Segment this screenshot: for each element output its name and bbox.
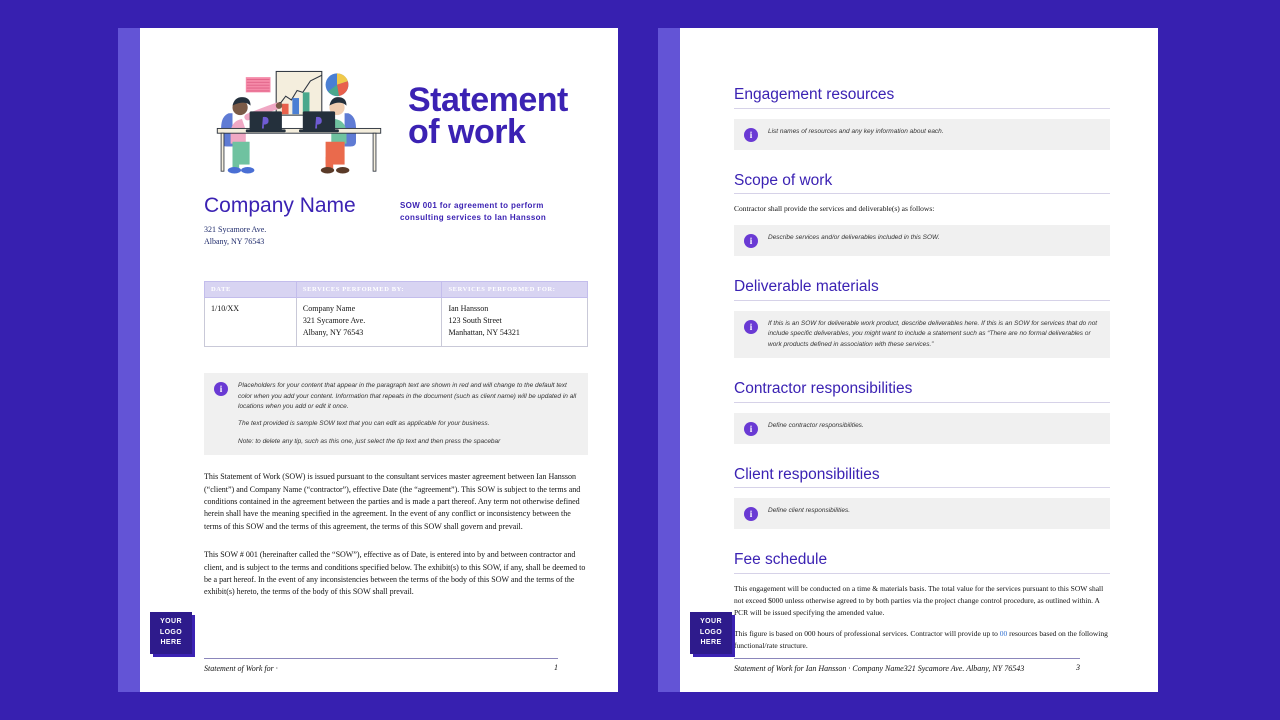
cell-date: 1/10/XX bbox=[205, 298, 297, 347]
scope-of-work-lead: Contractor shall provide the services and deliverable(s) as follows: bbox=[734, 204, 935, 214]
tip-callout bbox=[734, 311, 1110, 358]
info-icon: i bbox=[214, 382, 228, 396]
fee-text-before: This figure is based on 000 hours of professional services. Contractor will provide up to bbox=[734, 628, 1000, 638]
performed-by-line-2: 321 Sycamore Ave. bbox=[302, 316, 366, 326]
logo-line-2: LOGO bbox=[699, 628, 723, 636]
page-title: Statement of work bbox=[408, 81, 568, 152]
info-icon: i bbox=[744, 234, 758, 248]
page-1-footer bbox=[204, 658, 558, 674]
section-heading-fee-schedule: Fee schedule bbox=[734, 551, 1110, 574]
info-icon: i bbox=[744, 320, 758, 334]
page-number: 3 bbox=[1076, 662, 1080, 672]
logo-line-3: HERE bbox=[160, 639, 182, 647]
body-paragraph-2: This SOW # 001 (hereinafter called the “SOW”), effective as of Date, is entered into by and between contractor and client, and is subject to the terms and conditions specified below. The exhibit(s) to this SOW, if any, shall be deemed to be a part hereof. In the event of any inconsistencies between the terms of the body of this SOW and the terms of the exhibit(s) hereto, the terms of the body of this SOW shall prevail. bbox=[204, 550, 586, 597]
performed-for-line-2: 123 South Street bbox=[448, 316, 502, 326]
tip-text bbox=[238, 381, 578, 447]
info-icon: i bbox=[744, 422, 758, 436]
info-icon: i bbox=[744, 128, 758, 142]
company-name: Company Name bbox=[204, 194, 356, 217]
company-address bbox=[204, 224, 400, 247]
document-page-3[interactable] bbox=[658, 28, 1158, 692]
tip-callout bbox=[734, 225, 1110, 256]
logo-placeholder-badge[interactable] bbox=[150, 612, 192, 654]
logo-line-1: YOUR bbox=[700, 617, 722, 625]
cell-performed-by bbox=[296, 298, 442, 347]
logo-line-1: YOUR bbox=[160, 617, 182, 625]
company-block bbox=[204, 194, 588, 247]
performed-for-line-3: Manhattan, NY 54321 bbox=[448, 328, 520, 338]
section-heading-scope-of-work: Scope of work bbox=[734, 172, 1110, 195]
footer-text: Statement of Work for · bbox=[204, 663, 278, 673]
tip-callout bbox=[734, 498, 1110, 529]
hero-block bbox=[204, 58, 588, 178]
column-header-performed-for: SERVICES PERFORMED FOR: bbox=[442, 282, 588, 298]
parties-table bbox=[204, 281, 588, 347]
two-people-at-desk-with-charts-illustration bbox=[204, 58, 394, 178]
performed-by-line-3: Albany, NY 76543 bbox=[302, 328, 364, 338]
body-paragraph-1: This Statement of Work (SOW) is issued pursuant to the consultant services master agreement between Ian Hansson (“client”) and Company Name (“contractor”), effective Date (the “agreement”). This SOW is subject to the terms and conditions contained in the agreement between the parties and is made a part thereof. Any term not otherwise defined herein shall have the meaning specified in the agreement. In the event of any conflict or inconsistency between the terms of this SOW and the terms of this agreement, the terms of this SOW shall govern and prevail. bbox=[204, 472, 581, 531]
fee-text-after: resources based on the following functional/rate structure. bbox=[734, 628, 1108, 650]
table-header-row bbox=[205, 282, 588, 298]
page-3-footer bbox=[734, 658, 1080, 674]
column-header-date: DATE bbox=[205, 282, 297, 298]
logo-line-2: LOGO bbox=[159, 628, 183, 636]
page-number: 1 bbox=[554, 662, 558, 672]
company-address-line-2: Albany, NY 76543 bbox=[204, 236, 265, 246]
logo-line-3: HERE bbox=[700, 639, 722, 647]
sow-reference: SOW 001 for agreement to perform consulting services to Ian Hansson bbox=[400, 201, 547, 222]
tip-callout bbox=[734, 413, 1110, 444]
tip-paragraph-1: Define client responsibilities. bbox=[768, 507, 851, 515]
tip-paragraph-1: Placeholders for your content that appear in the paragraph text are shown in red and will change to the default text color when you add your content. Information that repeats in the document (such as client name) will be updated in all locations when you add or edit it once. bbox=[238, 382, 577, 411]
tip-callout bbox=[204, 373, 588, 455]
performed-for-line-1: Ian Hansson bbox=[448, 304, 489, 314]
tip-paragraph-3: Note: to delete any tip, such as this one, just select the tip text and then press the spacebar bbox=[238, 437, 501, 445]
tip-text bbox=[768, 233, 940, 243]
fee-schedule-paragraph-2 bbox=[734, 628, 1110, 652]
fee-schedule-paragraph-1: This engagement will be conducted on a time & materials basis. The total value for the services pursuant to this SOW shall not exceed $000 unless otherwise agreed to by both parties via the project change control procedure, as outlined within. A PCR will be issued specifying the amended value. bbox=[734, 583, 1104, 617]
logo-placeholder-badge[interactable] bbox=[690, 612, 732, 654]
tip-text bbox=[768, 319, 1100, 350]
page-1-body bbox=[118, 28, 618, 692]
section-heading-engagement-resources: Engagement resources bbox=[734, 86, 1110, 109]
cell-performed-for bbox=[442, 298, 588, 347]
info-icon: i bbox=[744, 507, 758, 521]
resource-count-placeholder: 00 bbox=[999, 628, 1008, 638]
footer-divider bbox=[734, 658, 1080, 659]
table-row bbox=[205, 298, 588, 347]
column-header-performed-by: SERVICES PERFORMED BY: bbox=[296, 282, 442, 298]
page-3-body bbox=[658, 28, 1158, 692]
tip-paragraph-1: Define contractor responsibilities. bbox=[768, 421, 864, 429]
tip-text bbox=[768, 127, 944, 137]
tip-paragraph-1: List names of resources and any key information about each. bbox=[768, 127, 944, 135]
company-address-line-1: 321 Sycamore Ave. bbox=[204, 225, 267, 235]
performed-by-line-1: Company Name bbox=[302, 304, 356, 314]
section-heading-deliverable-materials: Deliverable materials bbox=[734, 278, 1110, 301]
section-heading-contractor-responsibilities: Contractor responsibilities bbox=[734, 380, 1110, 403]
tip-paragraph-1: If this is an SOW for deliverable work product, describe deliverables here. If this is an SOW for services that do not include specific deliverables, you might want to include a statement such as “There are no formal deliverables or work products defined in association with these services.” bbox=[768, 319, 1098, 348]
tip-text bbox=[768, 421, 864, 431]
document-page-1[interactable] bbox=[118, 28, 618, 692]
tip-callout bbox=[734, 119, 1110, 150]
tip-paragraph-1: Describe services and/or deliverables included in this SOW. bbox=[768, 234, 940, 242]
footer-text: Statement of Work for Ian Hansson · Company Name321 Sycamore Ave. Albany, NY 76543 bbox=[734, 663, 1025, 673]
section-heading-client-responsibilities: Client responsibilities bbox=[734, 466, 1110, 489]
tip-paragraph-2: The text provided is sample SOW text that you can edit as applicable for your business. bbox=[238, 420, 490, 428]
footer-divider bbox=[204, 658, 558, 659]
tip-text bbox=[768, 506, 850, 516]
